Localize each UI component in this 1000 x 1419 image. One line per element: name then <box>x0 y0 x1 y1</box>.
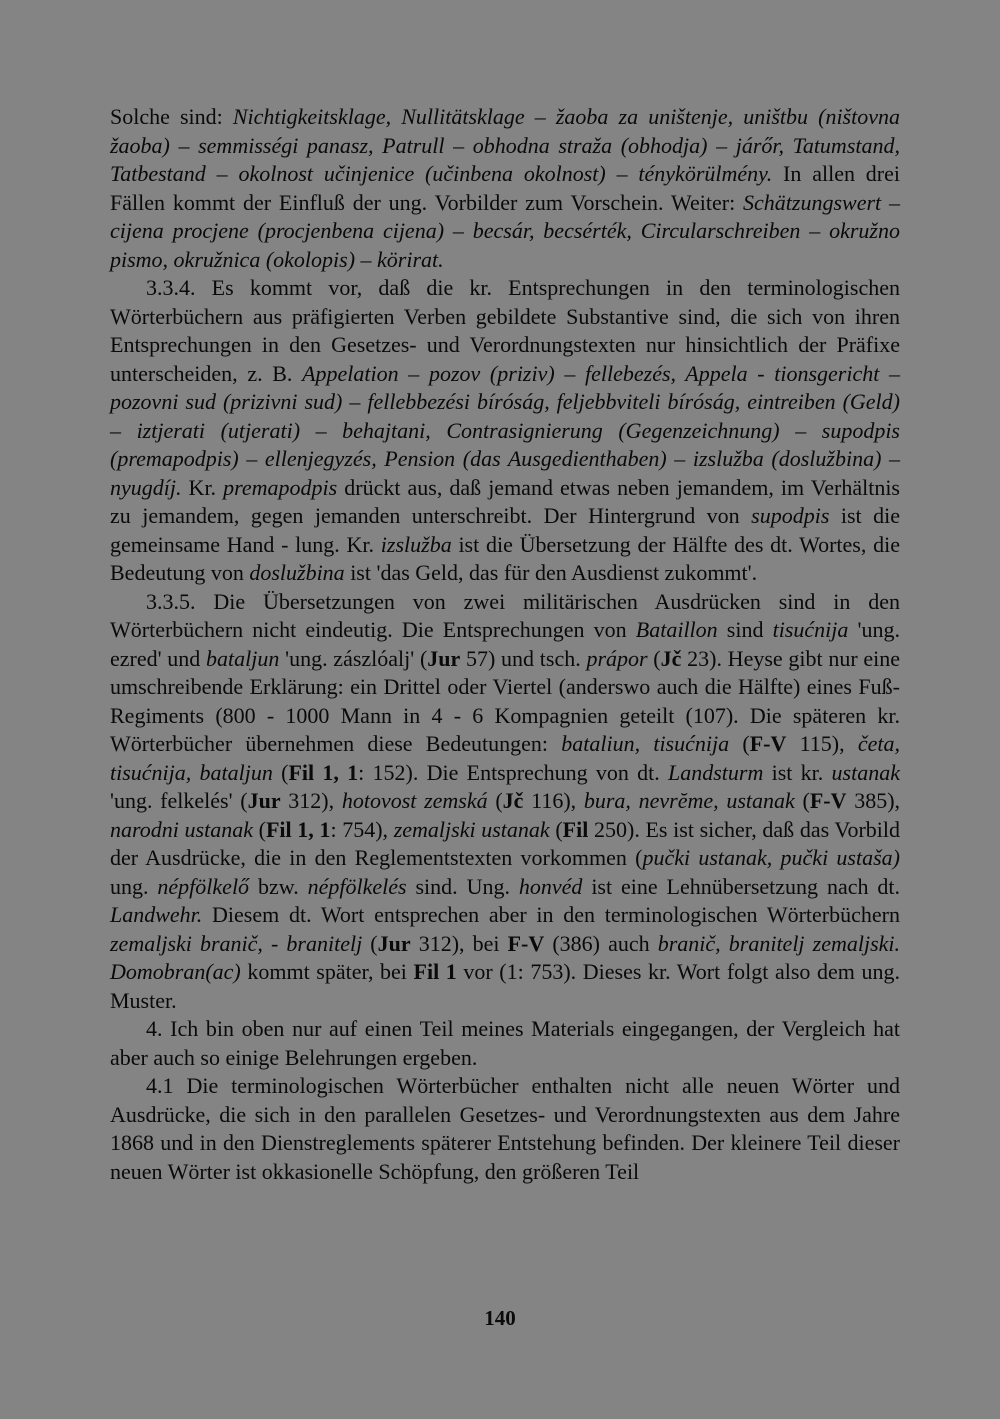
text-run: 'ung. felkelés' ( <box>110 788 248 813</box>
text-run: 312), bei <box>410 930 508 956</box>
italic-term: izslužba <box>380 531 452 557</box>
text-run: 4. Ich bin oben nur auf einen Teil meines Materials eingegangen, der Vergleich hat aber auch so einige Belehrungen ergeben. <box>110 1016 900 1070</box>
paragraph <box>110 1072 900 1186</box>
text-run: sind. Ung. <box>406 873 519 899</box>
text-run: Diesem dt. Wort entsprechen aber in den terminologischen Wörterbüchern <box>202 902 900 927</box>
text-run: 115), <box>786 731 858 756</box>
text-run: 312), <box>280 788 342 813</box>
text-run: bzw. <box>249 873 308 899</box>
text-run: : 754), <box>330 816 394 842</box>
text-run: : 152). Die Entsprechung von dt. <box>358 759 668 785</box>
italic-term: hotovost zemská <box>341 788 488 813</box>
text-run: ( <box>729 731 750 756</box>
text-run: ( <box>272 759 289 785</box>
italic-term: tisućnija <box>772 617 849 642</box>
text-run: 'ung. ezred' und <box>110 617 900 671</box>
text-run: In allen drei Fällen kommt der Einfluß der ung. Vorbilder zum Vorschein. Weiter: <box>110 161 900 215</box>
paragraph <box>110 274 900 588</box>
text-run: ung. <box>110 873 158 899</box>
bold-reference: F-V <box>749 731 787 756</box>
text-run: Solche sind: <box>110 104 233 129</box>
italic-term: bataliun, tisućnija <box>561 731 730 756</box>
paragraph <box>110 103 900 274</box>
italic-term: branič, branitelj zemaljski. Domobran(ac) <box>110 930 901 984</box>
text-run: ( <box>252 816 266 842</box>
italic-term: zemaljski ustanak <box>393 816 550 842</box>
bold-reference: Fil 1 <box>413 959 457 984</box>
italic-term: Landwehr. <box>110 902 203 927</box>
text-run: ( <box>362 930 378 956</box>
page-number: 140 <box>484 1306 516 1330</box>
bold-reference: F-V <box>507 930 545 956</box>
text-run: 23). Heyse gibt nur eine umschreibende Erklärung: ein Drittel oder Viertel (anderswo auch die Hälfte) eines Fuß-Regiments (800 - 1000 Mann in 4 - 6 Kompagnien geteilt (107). Die späteren kr. Wörterbücher übernehmen diese Bedeutungen: <box>110 645 901 756</box>
bold-reference: Fil 1, 1 <box>265 816 331 842</box>
text-run: ( <box>794 788 810 813</box>
italic-term: Landsturm <box>668 759 764 785</box>
bold-reference: F-V <box>809 788 847 813</box>
bold-reference: Jur <box>377 930 411 956</box>
text-run: ( <box>647 645 661 671</box>
italic-term: pučki ustanak, pučki ustaša) <box>642 845 900 870</box>
italic-term: zemaljski branič, - branitelj <box>110 930 363 956</box>
italic-term: honvéd <box>518 873 583 899</box>
text-run: 3.3.4. Es kommt vor, daß die kr. Entsprechungen in den terminologischen Wörterbüchern aus präfigierten Verben gebildete Substantive sind, die sich von ihren Entsprechungen in den Gesetzes- und Verordnungstexten nur hinsichtlich der Präfixe unterscheiden, z. B. <box>110 275 900 386</box>
text-run: 57) und tsch. <box>460 645 587 671</box>
italic-term: Nichtigkeitsklage, Nullitätsklage – žaoba za uništenje, uništbu (ništovna žaoba) – semmisségi panasz, Patrull – obhodna straža (obhodja) – járőr, Tatumstand, Tatbestand – okolnost učinjenice (učinbena okolnost) – ténykörülmény. <box>110 104 900 186</box>
italic-term: népfölkelés <box>307 873 407 899</box>
italic-term: népfölkelő <box>157 873 250 899</box>
text-run: 250). Es ist sicher, daß das Vorbild der Ausdrücke, die in den Reglementstexten vorkommen ( <box>110 816 901 870</box>
bold-reference: Jč <box>660 645 682 671</box>
italic-term: prápor <box>586 645 648 671</box>
bold-reference: Jč <box>502 788 524 813</box>
italic-term: bura, nevrĕme, ustanak <box>583 788 795 813</box>
italic-term: supodpis <box>751 503 830 528</box>
text-run: ist eine Lehnübersetzung nach dt. <box>582 873 901 899</box>
text-run: ist die gemeinsame Hand - lung. Kr. <box>110 503 900 557</box>
italic-term: Bataillon <box>635 617 718 642</box>
italic-term: premapodpis <box>223 474 338 500</box>
text-run: 4.1 Die terminologischen Wörterbücher enthalten nicht alle neuen Wörter und Ausdrücke, die sich in den parallelen Gesetzes- und Verordnungstexten aus dem Jahre 1868 und in den Dienstreglements späterer Entstehung befinden. Der kleinere Teil dieser neuen Wörter ist okkasionelle Schöpfung, den größeren Teil <box>110 1073 900 1184</box>
italic-term: četa, tisućnija, bataljun <box>110 731 900 785</box>
text-run: 116), <box>523 788 584 813</box>
body-text <box>110 103 900 1186</box>
text-run: ist kr. <box>763 759 832 785</box>
text-run: ( <box>549 816 563 842</box>
text-run: (386) auch <box>544 930 658 956</box>
text-run: drückt aus, daß jemand etwas neben jemandem, im Verhältnis zu jemandem, gegen jemanden unterschreibt. Der Hintergrund von <box>110 474 900 528</box>
text-run: Kr. <box>181 474 224 500</box>
italic-term: Appelation – pozov (priziv) – fellebezés, Appela - tionsgericht – pozovni sud (prizivni sud) – fellebbezési bíróság, feljebbviteli bíróság, eintreiben (Geld) – iztjerati (utjerati) – behajtani, Contrasignierung (Gegenzeichnung) – supodpis (premapodpis) – ellenjegyzés, Pension (das Ausgedienthaben) – izslužba (doslužbina) – nyugdíj. <box>110 360 901 500</box>
text-run: ist die Übersetzung der Hälfte des dt. Wortes, die Bedeutung von <box>110 531 900 585</box>
bold-reference: Fil 1, 1 <box>288 759 359 785</box>
text-run: ist 'das Geld, das für den Ausdienst zukommt'. <box>344 560 758 585</box>
text-run: 385), <box>846 788 901 813</box>
italic-term: doslužbina <box>249 560 345 585</box>
text-run: sind <box>717 617 773 642</box>
italic-term: Schätzungswert – cijena procjene (procjenbena cijena) – becsár, becsérték, Circularschreiben – okružno pismo, okružnica (okolopis) – körirat. <box>110 189 900 272</box>
text-run: vor (1: 753). Dieses kr. Wort folgt also dem ung. Muster. <box>110 959 900 1013</box>
bold-reference: Fil <box>562 816 589 842</box>
text-run: kommt später, bei <box>240 959 414 984</box>
text-run: 3.3.5. Die Übersetzungen von zwei militärischen Ausdrücken sind in den Wörterbüchern nicht eindeutig. Die Entsprechungen von <box>110 588 900 642</box>
italic-term: narodni ustanak <box>110 816 253 842</box>
paragraph <box>110 1015 900 1072</box>
italic-term: ustanak <box>831 759 900 785</box>
text-run: 'ung. zászlóalj' ( <box>279 645 428 671</box>
text-run: ( <box>487 788 503 813</box>
italic-term: bataljun <box>206 645 280 671</box>
paragraph <box>110 588 900 1016</box>
bold-reference: Jur <box>247 788 281 813</box>
bold-reference: Jur <box>427 645 461 671</box>
